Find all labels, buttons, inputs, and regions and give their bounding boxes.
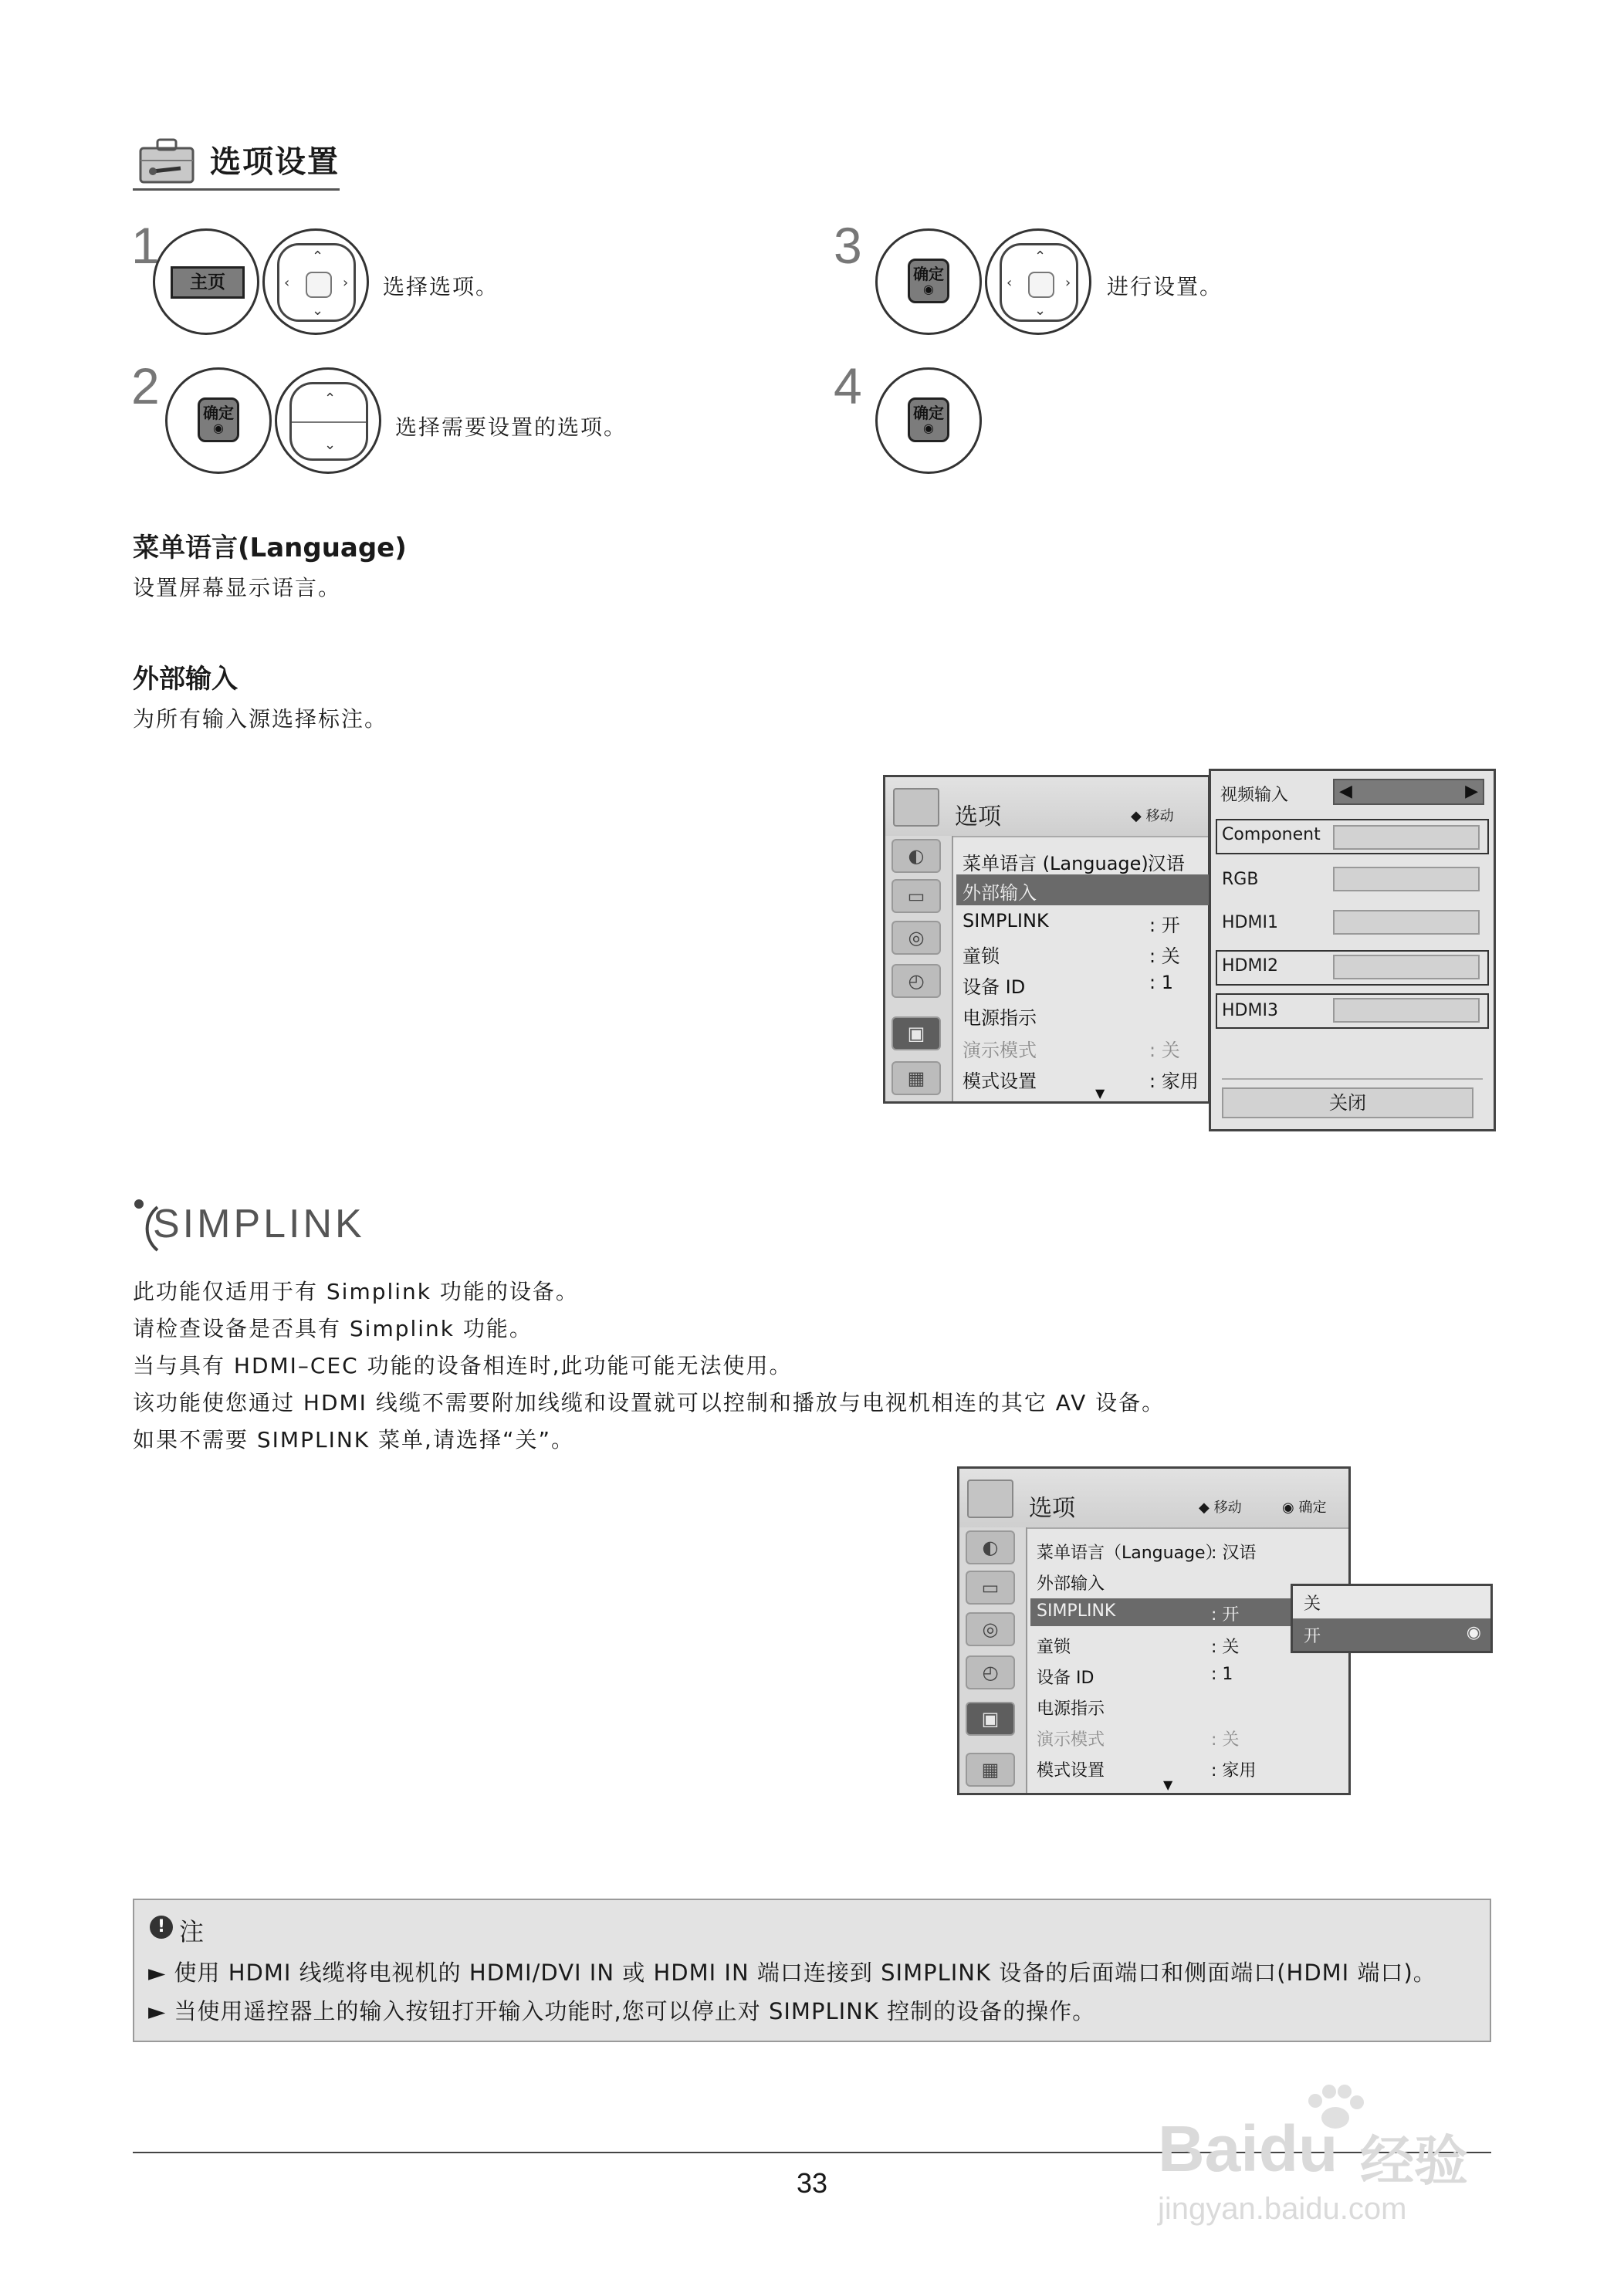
menu-item-simplink-value: : 开 [1211,1605,1240,1625]
menu-item-lock-value: : 关 [1149,945,1180,967]
page-number: 33 [796,2167,828,2199]
note-item-2: ► 当使用遥控器上的输入按钮打开输入功能时,您可以停止对 SIMPLINK 控制的设备的操作。 [148,1998,1096,2024]
menu-title: 选项 [1029,1495,1075,1522]
menu-item-simplink[interactable]: SIMPLINK [1037,1601,1116,1621]
monitor-icon[interactable]: ▭ [892,879,941,913]
menu-item-language-value: : 汉语 [1211,1544,1257,1563]
video-input-popup [1209,769,1496,1131]
menu-item-demo-mode[interactable]: 演示模式 [1037,1730,1105,1750]
rgb-label-field[interactable] [1333,867,1480,891]
watermark-brand-cn: 经验 [1360,2131,1468,2191]
left-arrow-icon[interactable]: ◀ [1339,782,1352,801]
component-label-field[interactable] [1333,825,1480,850]
dpad-center [1028,272,1054,298]
dpad-ring: ⌃ ⌄ ‹ › [1000,243,1078,322]
move-hint: ◆ 移动 [1199,1500,1242,1516]
menu-item-device-id-value: : 1 [1149,972,1173,993]
clock-icon[interactable]: ◴ [966,1655,1015,1689]
ok-key: 确定 ◉ [908,397,949,442]
step-3-number: 3 [834,217,862,274]
step-3-text: 进行设置。 [1107,274,1223,299]
menu-item-external-input[interactable]: 外部输入 [1037,1574,1105,1594]
monitor-icon[interactable]: ▭ [966,1571,1015,1605]
home-button-graphic [153,228,259,335]
simplink-line-5: 如果不需要 SIMPLINK 菜单,请选择“关”。 [133,1427,574,1453]
menu-item-power-indicator[interactable]: 电源指示 [1037,1699,1105,1719]
video-input-header: 视频输入 [1220,786,1289,805]
simplink-logo: SIMPLINK [131,1196,394,1255]
toolbox-icon [139,137,195,184]
scroll-down-icon[interactable]: ▼ [1095,1086,1105,1101]
note-title: 注 [179,1917,205,1946]
simplink-line-3: 当与具有 HDMI–CEC 功能的设备相连时,此功能可能无法使用。 [133,1353,793,1378]
disc-icon[interactable]: ◐ [892,839,941,873]
note-item-1: ► 使用 HDMI 线缆将电视机的 HDMI/DVI IN 或 HDMI IN 端口连接到 SIMPLINK 设备的后面端口和侧面端口(HDMI 端口)。 [148,1960,1436,1986]
menu-item-mode-setting[interactable]: 模式设置 [1037,1761,1105,1781]
menu-item-power-indicator[interactable]: 电源指示 [963,1007,1037,1029]
step-1-number: 1 [131,217,160,274]
toolbox-icon [967,1480,1013,1518]
ok-hint: ◉ 确定 [1282,1500,1327,1516]
radio-selected-icon: ◉ [1466,1623,1481,1642]
menu-item-device-id[interactable]: 设备 ID [963,976,1026,998]
menu-item-demo-mode-value: : 关 [1211,1730,1240,1750]
language-section-title: 菜单语言(Language) [133,533,407,563]
clock-icon[interactable]: ◴ [892,964,941,998]
input-section-text: 为所有输入源选择标注。 [133,706,388,732]
disc-icon[interactable]: ◐ [966,1530,1015,1564]
baidu-watermark [1158,2084,1575,2230]
ok-button-graphic [165,367,272,474]
menu-item-language[interactable]: 菜单语言 (Language) [963,853,1149,874]
menu-item-device-id[interactable]: 设备 ID [1037,1669,1095,1688]
page-title: 选项设置 [210,144,340,180]
watermark-url: jingyan.baidu.com [1158,2192,1407,2226]
input-label-hdmi1[interactable]: HDMI1 [1222,913,1278,932]
options-menu-input [883,775,1210,1104]
simplink-option-popup [1291,1584,1493,1653]
hdmi2-label-field[interactable] [1333,955,1480,979]
option-off[interactable]: 关 [1304,1595,1321,1614]
title-underline [133,188,340,191]
menu-item-device-id-value: : 1 [1211,1665,1233,1684]
bullet-icon: ► [148,1998,167,2024]
clapper-icon[interactable]: ▦ [892,1061,941,1095]
divider [1222,1078,1483,1080]
ok-button-graphic [875,228,982,335]
hdmi1-label-field[interactable] [1333,910,1480,935]
simplink-line-4: 该功能使您通过 HDMI 线缆不需要附加线缆和设置就可以控制和播放与电视机相连的其它 AV 设备。 [133,1390,1166,1415]
menu-sidebar [959,1527,1027,1793]
menu-item-mode-setting-value: : 家用 [1211,1761,1257,1781]
menu-item-simplink-value: : 开 [1149,915,1180,936]
dpad-graphic [262,228,369,335]
note-box [133,1899,1491,2042]
toolbox-icon[interactable]: ▣ [892,1016,941,1050]
toolbox-icon[interactable]: ▣ [966,1702,1015,1736]
language-section-text: 设置屏幕显示语言。 [133,575,342,600]
ok-button-graphic [875,367,982,474]
menu-item-language[interactable]: 菜单语言（Language） [1037,1544,1223,1563]
menu-item-demo-mode-value: : 关 [1149,1040,1180,1061]
speaker-icon[interactable]: ◎ [892,921,941,955]
input-label-hdmi2[interactable]: HDMI2 [1222,956,1278,976]
input-label-rgb[interactable]: RGB [1222,870,1259,889]
updown-key-graphic [275,367,381,474]
menu-item-language-value: : 汉语 [1135,853,1185,874]
dpad-graphic [985,228,1091,335]
menu-item-external-input[interactable]: 外部输入 [963,882,1037,904]
clapper-icon[interactable]: ▦ [966,1753,1015,1787]
move-arrows-icon: ◆ [1199,1500,1210,1516]
input-section-title: 外部输入 [133,664,238,695]
input-label-component[interactable]: Component [1222,825,1321,844]
move-arrows-icon: ◆ [1131,808,1142,824]
speaker-icon[interactable]: ◎ [966,1612,1015,1646]
home-key: 主页 [171,266,245,299]
toolbox-icon [893,788,939,827]
ok-icon: ◉ [1282,1500,1294,1516]
menu-item-simplink[interactable]: SIMPLINK [963,910,1049,932]
menu-item-lock[interactable]: 童锁 [1037,1638,1071,1657]
input-label-hdmi3[interactable]: HDMI3 [1222,1001,1278,1020]
updown-ring: ⌃ ⌄ [289,382,368,461]
menu-title: 选项 [955,803,1001,830]
dpad-ring: ⌃ ⌄ ‹ › [277,243,356,322]
menu-item-lock-value: : 关 [1211,1638,1240,1657]
exclamation-icon: ! [150,1916,173,1939]
step-2-text: 选择需要设置的选项。 [395,414,628,440]
dpad-center [306,272,332,298]
menu-item-mode-setting-value: : 家用 [1149,1070,1199,1092]
option-on[interactable]: 开 [1304,1627,1321,1646]
bullet-icon: ► [148,1960,167,1986]
menu-item-lock[interactable]: 童锁 [963,945,1000,967]
menu-header [959,1469,1348,1529]
menu-sidebar [885,836,953,1101]
simplink-line-2: 请检查设备是否具有 Simplink 功能。 [133,1316,533,1341]
step-2-number: 2 [131,357,160,414]
move-hint: ◆ 移动 [1131,808,1174,824]
hdmi3-label-field[interactable] [1333,998,1480,1023]
watermark-brand: Baidu [1158,2112,1338,2185]
step-1-text: 选择选项。 [383,274,499,299]
step-4-number: 4 [834,357,862,414]
simplink-line-1: 此功能仅适用于有 Simplink 功能的设备。 [133,1279,579,1304]
menu-header [885,777,1208,837]
option-on-highlight[interactable] [1293,1618,1490,1651]
video-input-selector[interactable] [1333,779,1484,805]
scroll-down-icon[interactable]: ▼ [1163,1777,1173,1792]
menu-item-mode-setting[interactable]: 模式设置 [963,1070,1037,1092]
ok-key: 确定 ◉ [908,259,949,303]
ok-key: 确定 ◉ [198,397,239,442]
menu-item-demo-mode[interactable]: 演示模式 [963,1040,1037,1061]
close-button[interactable]: 关闭 [1222,1087,1473,1118]
right-arrow-icon[interactable]: ▶ [1465,782,1478,801]
